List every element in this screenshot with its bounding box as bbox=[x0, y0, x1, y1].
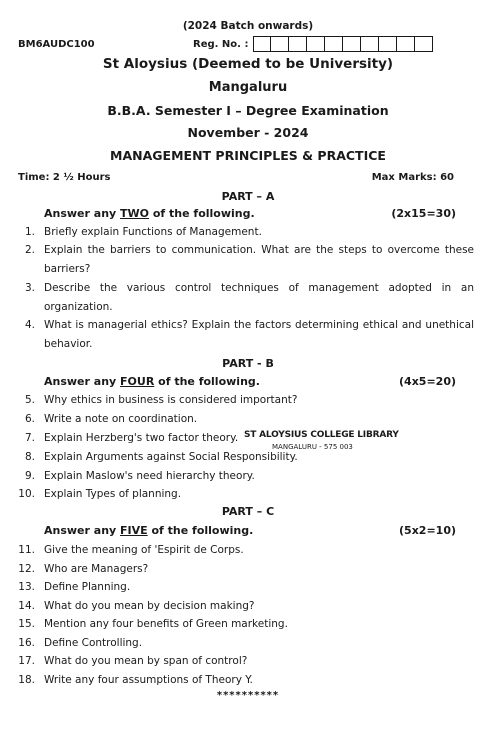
part-c-marks: (5x2=10) bbox=[399, 524, 456, 537]
reg-no-cell bbox=[343, 36, 361, 52]
question-number: 6. bbox=[24, 413, 35, 425]
part-b-marks: (4x5=20) bbox=[399, 375, 456, 388]
question-text: Explain Arguments against Social Responsibility. bbox=[44, 451, 298, 463]
part-b-instruction: Answer any FOUR of the following. bbox=[44, 375, 260, 388]
question-text: Explain Types of planning. bbox=[44, 488, 182, 500]
institution-city: Mangaluru bbox=[208, 80, 288, 95]
question-number: 17. bbox=[18, 655, 35, 667]
reg-no-cell bbox=[307, 36, 325, 52]
part-a-marks: (2x15=30) bbox=[391, 207, 456, 220]
question-number: 8. bbox=[24, 451, 35, 463]
question-text: What is managerial ethics? Explain the factors determining ethical and unethical behavior. bbox=[44, 319, 474, 350]
question-number: 10. bbox=[18, 488, 35, 500]
library-stamp-city: MANGALURU - 575 003 bbox=[272, 443, 353, 451]
part-a-title: PART – A bbox=[221, 190, 275, 203]
batch-note: (2024 Batch onwards) bbox=[182, 20, 314, 32]
question-text: Explain Herzberg's two factor theory. bbox=[44, 432, 239, 444]
question-number: 7. bbox=[24, 432, 35, 444]
reg-no-cell bbox=[379, 36, 397, 52]
part-b-title: PART - B bbox=[222, 357, 274, 370]
question-number: 15. bbox=[18, 618, 35, 630]
question-text: Why ethics in business is considered important? bbox=[44, 394, 298, 406]
question-text: Briefly explain Functions of Management. bbox=[44, 226, 262, 238]
question-text: Explain Maslow's need hierarchy theory. bbox=[44, 470, 255, 482]
part-a-instruction: Answer any TWO of the following. bbox=[44, 207, 255, 220]
reg-no-cell bbox=[325, 36, 343, 52]
reg-no-boxes bbox=[253, 36, 433, 52]
question-number: 2. bbox=[24, 244, 35, 256]
reg-no-cell bbox=[253, 36, 271, 52]
max-marks: Max Marks: 60 bbox=[371, 172, 454, 183]
time-allowed: Time: 2 ½ Hours bbox=[18, 172, 111, 183]
question-number: 9. bbox=[24, 470, 35, 482]
question-text: Define Planning. bbox=[44, 581, 131, 593]
part-c-instruction: Answer any FIVE of the following. bbox=[44, 524, 254, 537]
question-number: 1. bbox=[24, 226, 35, 238]
question-number: 4. bbox=[24, 319, 35, 331]
question-number: 18. bbox=[18, 674, 35, 686]
question-text: Describe the various control techniques of management adopted in an organization. bbox=[44, 282, 474, 313]
question-text: What do you mean by span of control? bbox=[44, 655, 248, 667]
paper-code: BM6AUDC100 bbox=[18, 39, 95, 50]
subject-title: MANAGEMENT PRINCIPLES & PRACTICE bbox=[110, 148, 386, 163]
question-text: Mention any four benefits of Green marketing. bbox=[44, 618, 288, 630]
question-number: 12. bbox=[18, 563, 35, 575]
question-text: Write a note on coordination. bbox=[44, 413, 198, 425]
question-number: 16. bbox=[18, 637, 35, 649]
question-text: Write any four assumptions of Theory Y. bbox=[44, 674, 253, 686]
question-number: 5. bbox=[24, 394, 35, 406]
question-text: Who are Managers? bbox=[44, 563, 149, 575]
library-stamp: ST ALOYSIUS COLLEGE LIBRARY bbox=[244, 430, 399, 440]
reg-no-cell bbox=[415, 36, 433, 52]
question-text: Define Controlling. bbox=[44, 637, 143, 649]
reg-no-cell bbox=[271, 36, 289, 52]
question-text: Give the meaning of 'Espirit de Corps. bbox=[44, 544, 244, 556]
reg-no-cell bbox=[289, 36, 307, 52]
question-number: 3. bbox=[24, 282, 35, 294]
reg-no-cell bbox=[397, 36, 415, 52]
question-number: 11. bbox=[18, 544, 35, 556]
exam-session: November - 2024 bbox=[187, 125, 309, 140]
question-text: Explain the barriers to communication. What are the steps to overcome these barriers? bbox=[44, 244, 474, 275]
question-number: 14. bbox=[18, 600, 35, 612]
reg-no-label: Reg. No. : bbox=[193, 39, 249, 50]
institution-name: St Aloysius (Deemed to be University) bbox=[102, 56, 394, 72]
end-of-paper-mark: ********** bbox=[216, 690, 280, 701]
exam-title: B.B.A. Semester I – Degree Examination bbox=[107, 103, 389, 118]
question-number: 13. bbox=[18, 581, 35, 593]
question-text: What do you mean by decision making? bbox=[44, 600, 255, 612]
part-c-title: PART – C bbox=[221, 505, 275, 518]
reg-no-cell bbox=[361, 36, 379, 52]
